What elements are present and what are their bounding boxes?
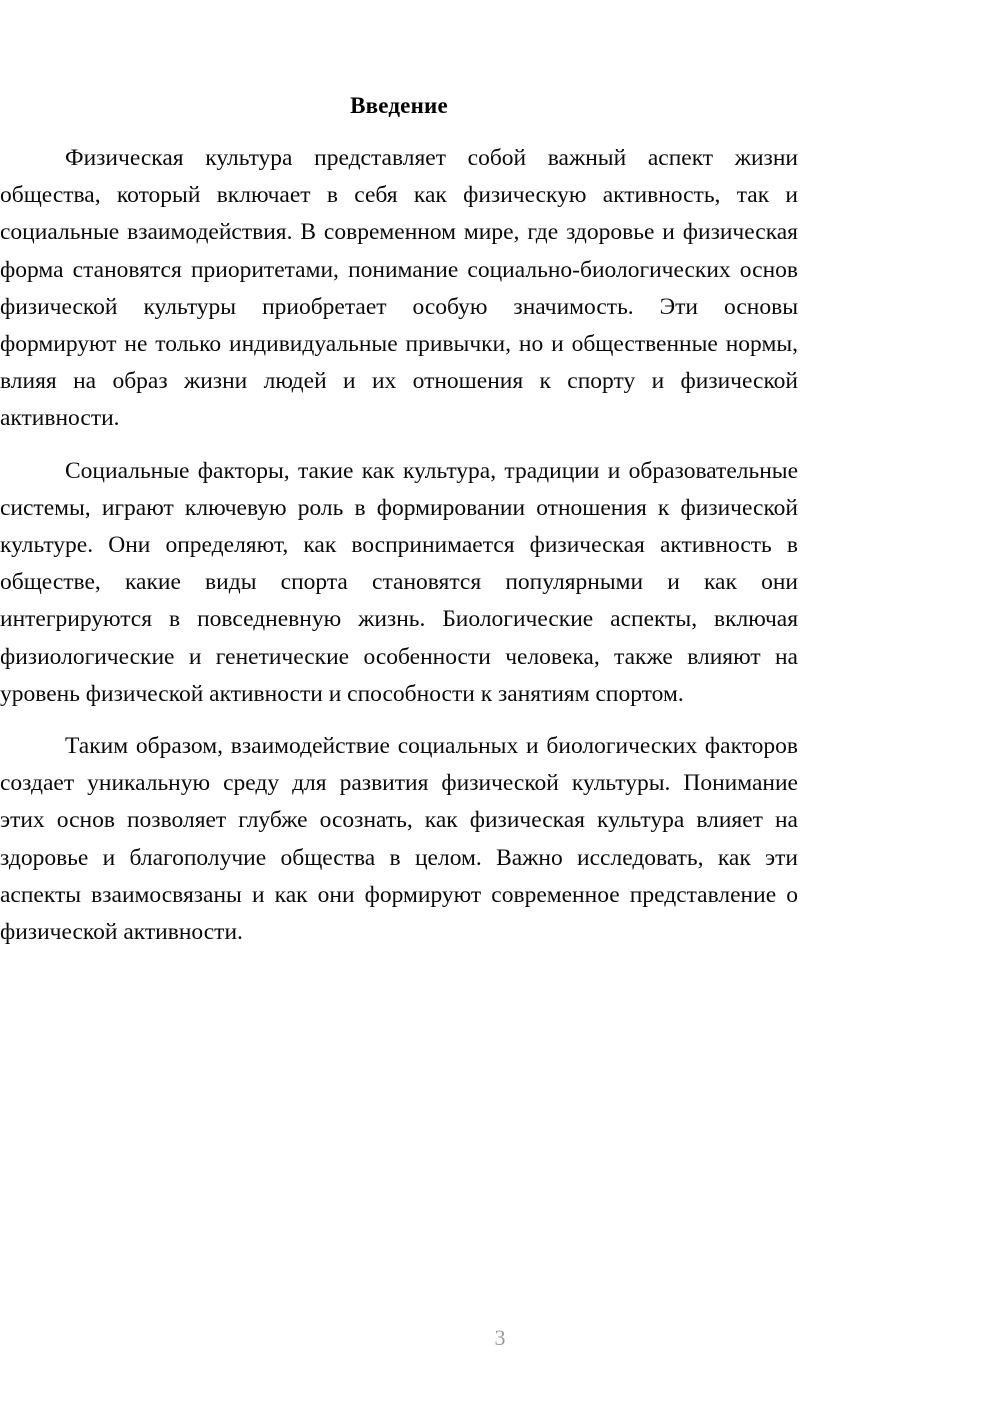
paragraph-1: Физическая культура представляет собой важный аспект жизни общества, который включает в себя как физическую активность, так и социальные взаимодействия. В современном мире, где здоровье и физическая форма становятся приоритетами, понимание социально-биологических основ физической культуры приобретает особую значимость. Эти основы формируют не только индивидуальные привычки, но и общественные нормы, влияя на образ жизни людей и их отношения к спорту и физической активности. [0, 145, 798, 432]
page-title: Введение [350, 93, 448, 118]
document-body [0, 140, 798, 951]
paragraph-2: Социальные факторы, такие как культура, традиции и образовательные системы, играют ключевую роль в формировании отношения к физической культуре. Они определяют, как воспринимается физическая активность в обществе, какие виды спорта становятся популярными и как они интегрируются в повседневную жизнь. Биологические аспекты, включая физиологические и генетические особенности человека, также влияют на уровень физической активности и способности к занятиям спортом. [0, 457, 798, 707]
page-number: 3 [494, 1325, 506, 1350]
paragraph-3: Таким образом, взаимодействие социальных и биологических факторов создает уникальную среду для развития физической культуры. Понимание этих основ позволяет глубже осознать, как физическая культура влияет на здоровье и благополучие общества в целом. Важно исследовать, как эти аспекты взаимосвязаны и как они формируют современное представление о физической активности. [0, 733, 798, 946]
